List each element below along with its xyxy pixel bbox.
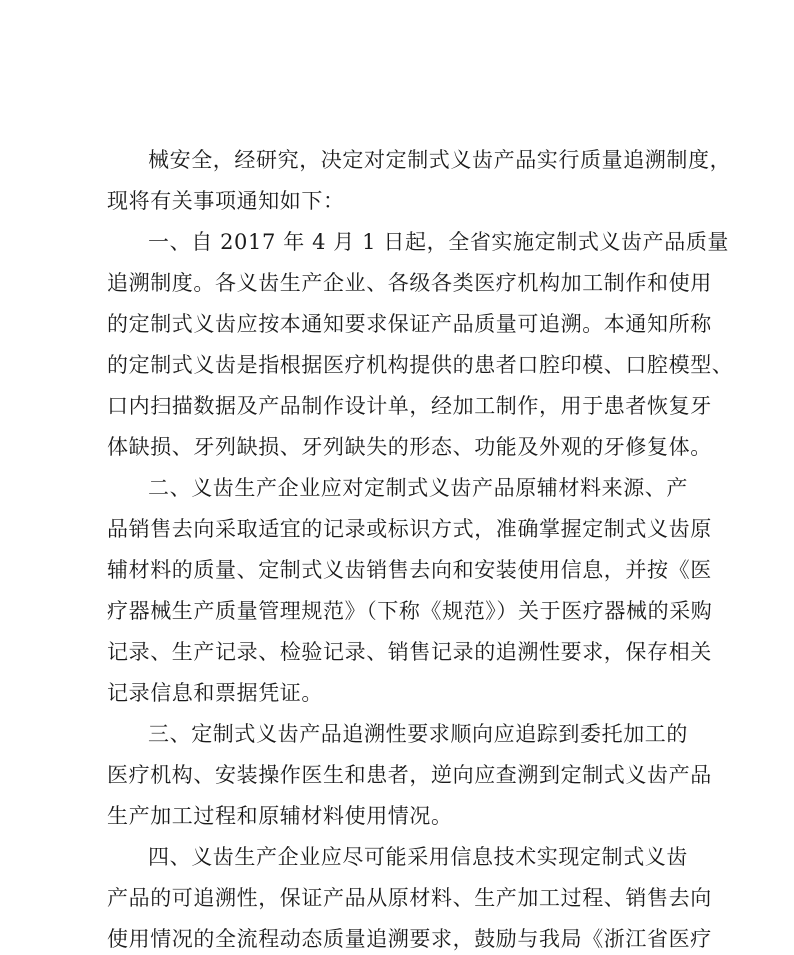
text-line: 口内扫描数据及产品制作设计单，经加工制作，用于患者恢复牙 [107,394,712,418]
text-line: 的定制式义齿应按本通知要求保证产品质量可追溯。本通知所称 [107,312,712,336]
text-line: 四、义齿生产企业应尽可能采用信息技术实现定制式义齿 [148,845,688,869]
text-line: 二、义齿生产企业应对定制式义齿产品原辅材料来源、产 [148,476,688,500]
text-line: 体缺损、牙列缺损、牙列缺失的形态、功能及外观的牙修复体。 [107,435,712,459]
text-line: 品销售去向采取适宜的记录或标识方式，准确掌握定制式义齿原 [107,517,712,541]
text-line: 使用情况的全流程动态质量追溯要求，鼓励与我局《浙江省医疗 [107,927,712,951]
text-line: 三、定制式义齿产品追溯性要求顺向应追踪到委托加工的 [148,722,688,746]
text-line: 一、自 2017 年 4 月 1 日起，全省实施定制式义齿产品质量 [148,230,730,254]
text-line: 的定制式义齿是指根据医疗机构提供的患者口腔印模、口腔模型、 [107,353,734,377]
text-line: 现将有关事项通知如下： [107,189,345,213]
text-line: 生产加工过程和原辅材料使用情况。 [107,804,453,828]
text-line: 追溯制度。各义齿生产企业、各级各类医疗机构加工制作和使用 [107,271,712,295]
text-line: 疗器械生产质量管理规范》（下称《规范》）关于医疗器械的采购 [107,599,713,623]
text-line: 医疗机构、安装操作医生和患者，逆向应查溯到定制式义齿产品 [107,763,712,787]
text-line: 产品的可追溯性，保证产品从原材料、生产加工过程、销售去向 [107,886,712,910]
text-line: 械安全，经研究，决定对定制式义齿产品实行质量追溯制度， [148,148,732,172]
text-line: 记录、生产记录、检验记录、销售记录的追溯性要求，保存相关 [107,640,712,664]
text-line: 记录信息和票据凭证。 [107,681,323,705]
text-line: 辅材料的质量、定制式义齿销售去向和安装使用信息，并按《医 [107,558,712,582]
